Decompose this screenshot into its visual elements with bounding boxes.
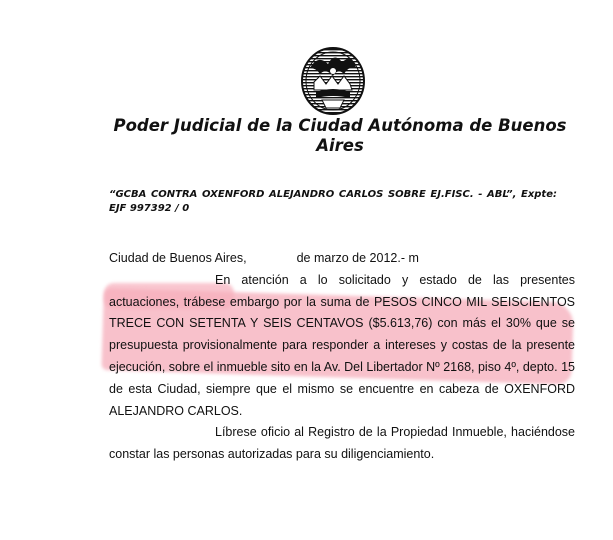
city-coat-of-arms-icon (300, 46, 366, 116)
expte-number: EJF 997392 / 0 (109, 203, 190, 214)
date-text: de marzo de 2012.- m (296, 251, 419, 265)
paragraph-oficio: Líbrese oficio al Registro de la Propiedad Inmueble, haciéndose constar las personas autorizadas para su diligenciamiento. (109, 425, 575, 462)
expte-label: Expte: (520, 189, 557, 200)
city-label: Ciudad de Buenos Aires, (109, 251, 247, 265)
paragraph-embargo: En atención a lo solicitado y estado de las presentes actuaciones, trábese embargo por la suma de PESOS CINCO MIL SEISCIENTOS TRECE CON SETENTA Y SEIS CENTAVOS ($5.613,76) con más el 30% que se presupuesta provisionalmente para responder a intereses y costas de la presente ejecución, sobre el inmueble sito en la Av. Del Libertador Nº 2168, piso 4º, depto. 15 de esta Ciudad, siempre que el mismo se encuentre en cabeza de OXENFORD ALEJANDRO CARLOS. (109, 272, 575, 418)
case-title: “GCBA CONTRA OXENFORD ALEJANDRO CARLOS SOBRE EJ.FISC. - ABL”, (109, 189, 517, 200)
case-caption (109, 188, 579, 216)
court-title (100, 116, 580, 156)
resolution-body (109, 248, 575, 466)
court-title-line1: Poder Judicial de la Ciudad Autónoma de Buenos (113, 116, 567, 135)
date-line (109, 248, 575, 270)
court-title-line2: Aires (316, 136, 364, 155)
